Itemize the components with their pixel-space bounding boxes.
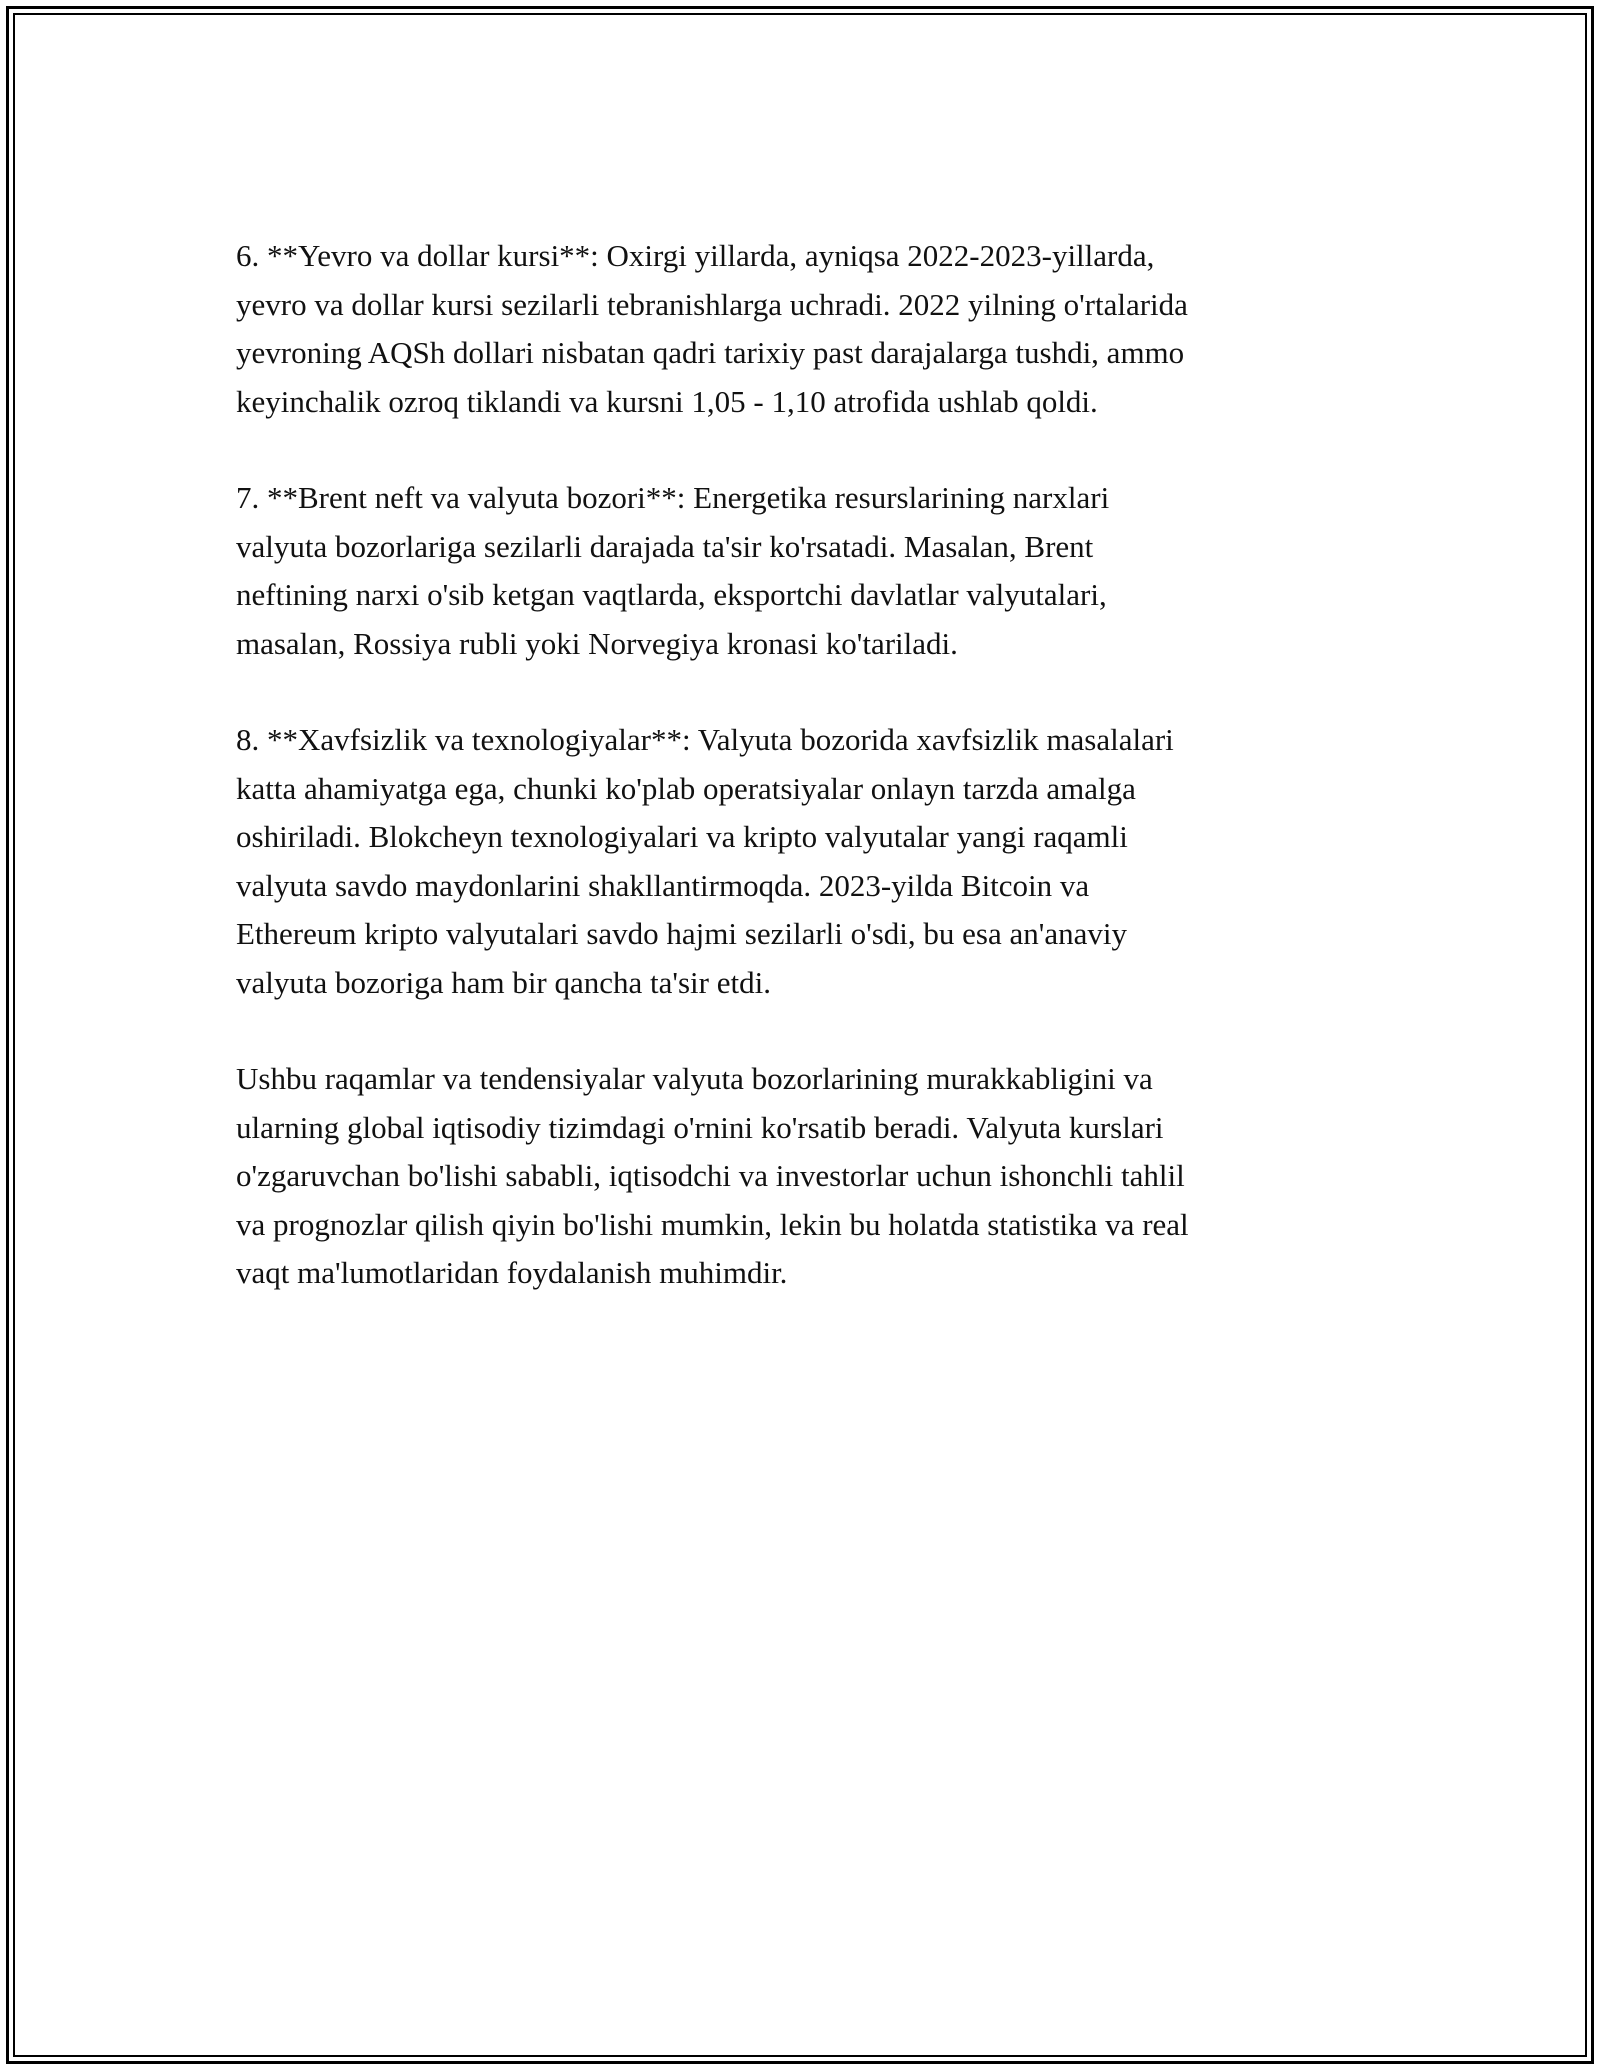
paragraph-conclusion: Ushbu raqamlar va tendensiyalar valyuta bozorlarining murakkabligini va ularning global iqtisodiy tizimdagi o'rnini ko'rsatib beradi. Valyuta kurslari o'zgaruvchan bo'lishi sababli, iqtisodchi va investorlar uchun ishonchli tahlil va prognozlar qilish qiyin bo'lishi mumkin, lekin bu holatda statistika va real vaqt ma'lumotlaridan foydalanish muhimdir. bbox=[236, 1061, 1189, 1290]
paragraph-euro-dollar-rate: 6. **Yevro va dollar kursi**: Oxirgi yillarda, ayniqsa 2022-2023-yillarda, yevro va dollar kursi sezilarli tebranishlarga uchradi. 2022 yilning o'rtalarida yevroning AQSh dollari nisbatan qadri tarixiy past darajalarga tushdi, ammo keyinchalik ozroq tiklandi va kursni 1,05 - 1,10 atrofida ushlab qoldi. bbox=[236, 238, 1188, 419]
paragraph-security-technology: 8. **Xavfsizlik va texnologiyalar**: Valyuta bozorida xavfsizlik masalalari katta ahamiyatga ega, chunki ko'plab operatsiyalar onlayn tarzda amalga oshiriladi. Blokcheyn texnologiyalari va kripto valyutalar yangi raqamli valyuta savdo maydonlarini shakllantirmoqda. 2023-yilda Bitcoin va Ethereum kripto valyutalari savdo hajmi sezilarli o'sdi, bu esa an'anaviy valyuta bozoriga ham bir qancha ta'sir etdi. bbox=[236, 722, 1174, 1000]
paragraph-brent-oil-currency: 7. **Brent neft va valyuta bozori**: Energetika resurslarining narxlari valyuta bozorlariga sezilarli darajada ta'sir ko'rsatadi. Masalan, Brent neftining narxi o'sib ketgan vaqtlarda, eksportchi davlatlar valyutalari, masalan, Rossiya rubli yoki Norvegiya kronasi ko'tariladi. bbox=[236, 480, 1110, 661]
document-body bbox=[236, 232, 1376, 1346]
